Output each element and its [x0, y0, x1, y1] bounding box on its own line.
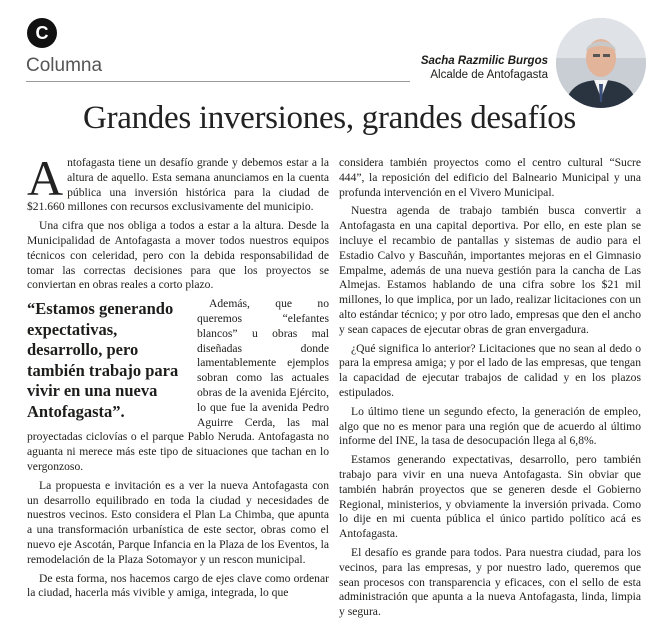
column-badge: C [27, 18, 57, 48]
paragraph: Nuestra agenda de trabajo también busca convertir a Antofagasta en una capital deportiva. Por ello, en este plan se incluye el recambio de pantallas y sistemas de audio para el Estadio Calvo y Bascuñán, importantes mejoras en el Gimnasio Empalme, además de una nueva gestión para la cancha de Las Almejas. Estamos hablando de una cifra sobre los $21 mil millones, lo que implica, por un lado, realizar licitaciones con un alto estándar técnico; y por otro lado, empresas que den el ancho y sean capaces de ejecutar obras de gran envergadura. [339, 204, 641, 336]
drop-cap: A [27, 150, 64, 206]
author-role: Alcalde de Antofagasta [430, 69, 548, 81]
paragraph: La propuesta e invitación es a ver la nueva Antofagasta con un desarrollo equilibrado en toda la ciudad y necesidades de nuestros vecinos. Esto considera el Plan La Chimba, que apunta a una transformación urbanística de este sector, obras como el nuevo eje Ascotán, Parque Infancia en la Plaza de los Eventos, la remodelación de la Plaza Sotomayor y un rescon municipal. [27, 478, 329, 566]
section-label: Columna [26, 55, 103, 76]
paragraph-text: ntofagasta tiene un desafío grande y debemos estar a la altura de aquello. Esta semana anunciamos en la cuenta pública una inversión histórica para la ciudad de $21.660 millones con recursos exclusivamente del municipio. [27, 156, 329, 214]
paragraph: El desafío es grande para todos. Para nuestra ciudad, para los vecinos, para las empresas, y por nuestro lado, queremos que sean procesos con transparencia y eficaces, con el sello de esta administración que apunta a la nueva Antofagasta, linda, limpia y segura. [339, 545, 641, 619]
author-block [421, 54, 548, 82]
text-column-left [27, 150, 329, 605]
paragraph: considera también proyectos como el centro cultural “Sucre 444”, la reposición del edificio del Balneario Municipal y una profunda intervención en el Vivero Municipal. [339, 156, 641, 199]
paragraph: De esta forma, nos hacemos cargo de ejes clave como ordenar la ciudad, hacerla más vivible y amiga, integrada, lo que [27, 571, 329, 600]
paragraph: Una cifra que nos obliga a todos a estar a la altura. Desde la Municipalidad de Antofagasta a mover todos nuestros equipos técnicos con celeridad, pero con la debida responsabilidad de tomar las correctas decisiones para que los proyectos se conviertan en obras reales a corto plazo. [27, 219, 329, 292]
portrait-image [556, 18, 646, 108]
pull-quote: “Estamos generando expectativas, desarrollo, pero también trabajo para vivir en una nueva Antofagasta”. [27, 299, 179, 421]
section-divider [26, 81, 410, 82]
author-name: Sacha Razmilic Burgos [420, 55, 548, 67]
paragraph: Estamos generando expectativas, desarrollo, pero también trabajo para vivir en una nueva Antofagasta. Sin obviar que también habrán proyectos que se generen desde el Gobierno Regional, ministerios, y obviamente la inversión privada. Como lo dije en mi cuenta pública el único partido político acá es Antofagasta. [339, 453, 641, 541]
paragraph [27, 150, 329, 215]
paragraph: ¿Qué significa lo anterior? Licitaciones que no sean al dedo o para la empresa amiga; y por el lado de las empresas, que tengan la capacidad de ejecutar trabajos de calidad y en los plazos estipulados. [339, 341, 641, 399]
headline: Grandes inversiones, grandes desafíos [83, 100, 576, 136]
paragraph: Además, que no queremos “elefantes blancos” u obras mal diseñadas donde lamentablemente ejemplos sobran como las actuales obras de la avenida Ejército, lo que fue la avenida Pedro Aguirre Cerda, las mal proyectadas ciclovías o el parque Pablo Neruda. Antofagasta no aguanta ni merece más este tipo de situaciones que tachan en lo vergonzoso. [27, 297, 329, 473]
text-column-right [339, 156, 641, 624]
paragraph: Lo último tiene un segundo efecto, la generación de empleo, algo que no es menor para una región que de acuerdo al último informe del INE, la tasa de desocupación llega al 6,8%. [339, 404, 641, 448]
author-photo [556, 18, 646, 108]
